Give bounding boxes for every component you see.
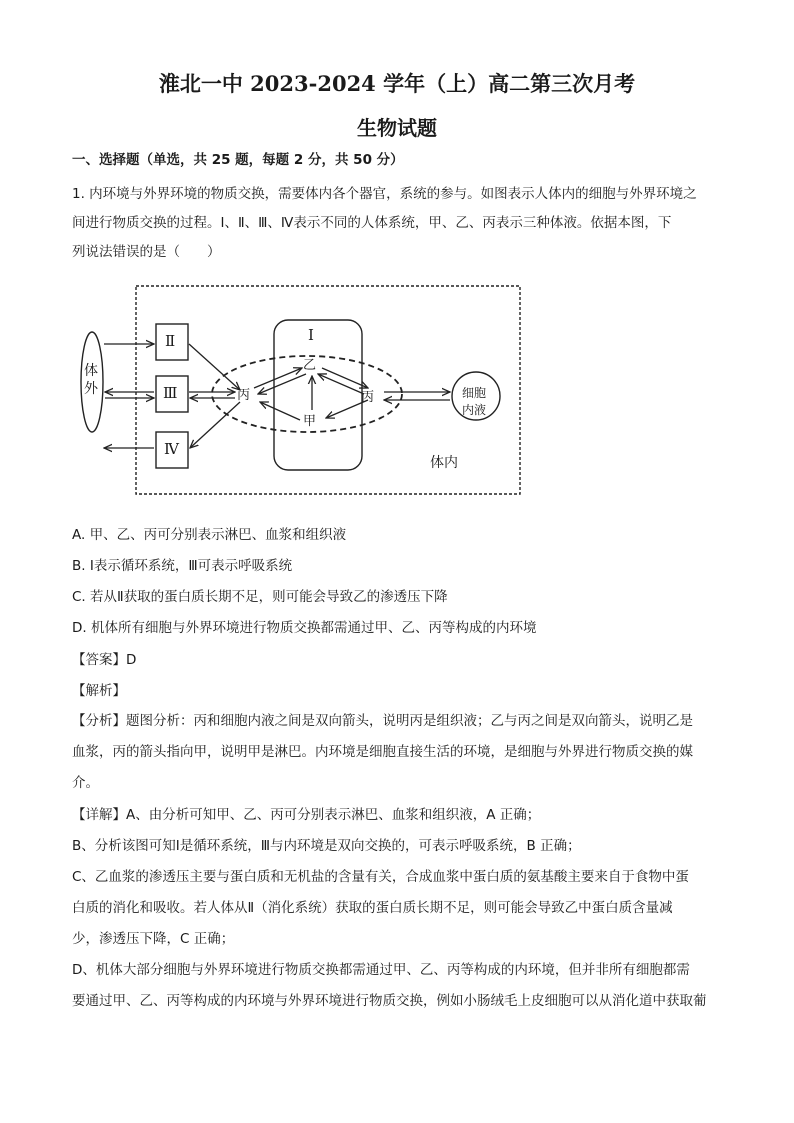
cell-fluid-label-2: 内液	[462, 403, 487, 417]
system-II-label: Ⅱ	[165, 332, 176, 350]
bing-right-label: 丙	[361, 390, 375, 405]
answer-line: 【答案】D	[72, 652, 137, 668]
xiangjie-line-1: 【详解】A、由分析可知甲、乙、丙可分别表示淋巴、血浆和组织液，A 正确；	[72, 807, 541, 823]
xiangjie-line-3: C、乙血浆的渗透压主要与蛋白质和无机盐的含量有关，合成血浆中蛋白质的氨基酸主要来自于食物中蛋	[72, 869, 689, 885]
system-I-box	[274, 320, 362, 470]
question-line-2: 间进行物质交换的过程。Ⅰ、Ⅱ、Ⅲ、Ⅳ表示不同的人体系统，甲、乙、丙表示三种体液。依据本图，下	[72, 215, 672, 231]
option-c: C. 若从Ⅱ获取的蛋白质长期不足，则可能会导致乙的渗透压下降	[72, 589, 448, 605]
xiangjie-line-4: 白质的消化和吸收。若人体从Ⅱ（消化系统）获取的蛋白质长期不足，则可能会导致乙中蛋白质含量减	[72, 900, 673, 916]
yi-label: 乙	[303, 358, 317, 373]
outside-label: 体外	[84, 363, 98, 397]
fenxi-line-3: 介。	[72, 775, 99, 791]
question-line-3: 列说法错误的是（ ）	[72, 244, 221, 260]
xiangjie-line-7: 要通过甲、乙、丙等构成的内环境与外界环境进行物质交换，例如小肠绒毛上皮细胞可以从消化道中获取葡	[72, 993, 707, 1009]
bing-left-label: 丙	[237, 388, 251, 403]
xiangjie-line-5: 少，渗透压下降，C 正确；	[72, 931, 235, 947]
option-b: B. Ⅰ表示循环系统，Ⅲ可表示呼吸系统	[72, 558, 293, 574]
fenxi-line-2: 血浆，丙的箭头指向甲，说明甲是淋巴。内环境是细胞直接生活的环境，是细胞与外界进行物质交换的媒	[72, 744, 693, 760]
fenxi-paragraph	[72, 706, 724, 799]
exam-title: 淮北一中 2023-2024 学年（上）高二第三次月考	[158, 71, 636, 96]
jia-label: 甲	[303, 414, 317, 429]
exam-subtitle: 生物试题	[357, 116, 437, 140]
question-line-1: 1. 内环境与外界环境的物质交换，需要体内各个器官，系统的参与。如图表示人体内的细胞与外界环境之	[72, 186, 697, 202]
system-IV-label: Ⅳ	[164, 440, 179, 458]
xiangjie-line-6: D、机体大部分细胞与外界环境进行物质交换都需通过甲、乙、丙等构成的内环境，但并非所有细胞都需	[72, 962, 690, 978]
fenxi-line-1: 【分析】题图分析：丙和细胞内液之间是双向箭头，说明丙是组织液；乙与丙之间是双向箭头，说明乙是	[72, 713, 693, 729]
xiangjie-paragraph	[72, 800, 724, 1017]
system-I-label: Ⅰ	[308, 326, 314, 344]
option-a: A. 甲、乙、丙可分别表示淋巴、血浆和组织液	[72, 527, 347, 543]
cell-fluid-label-1: 细胞	[462, 386, 487, 400]
system-III-label: Ⅲ	[163, 384, 178, 402]
analysis-heading: 【解析】	[72, 683, 126, 699]
xiangjie-line-2: B、分析该图可知Ⅰ是循环系统，Ⅲ与内环境是双向交换的，可表示呼吸系统，B 正确；	[72, 838, 581, 854]
option-d: D. 机体所有细胞与外界环境进行物质交换都需通过甲、乙、丙等构成的内环境	[72, 620, 537, 636]
section-heading: 一、选择题（单选，共 25 题，每题 2 分，共 50 分）	[72, 152, 404, 168]
inside-label: 体内	[430, 455, 458, 471]
